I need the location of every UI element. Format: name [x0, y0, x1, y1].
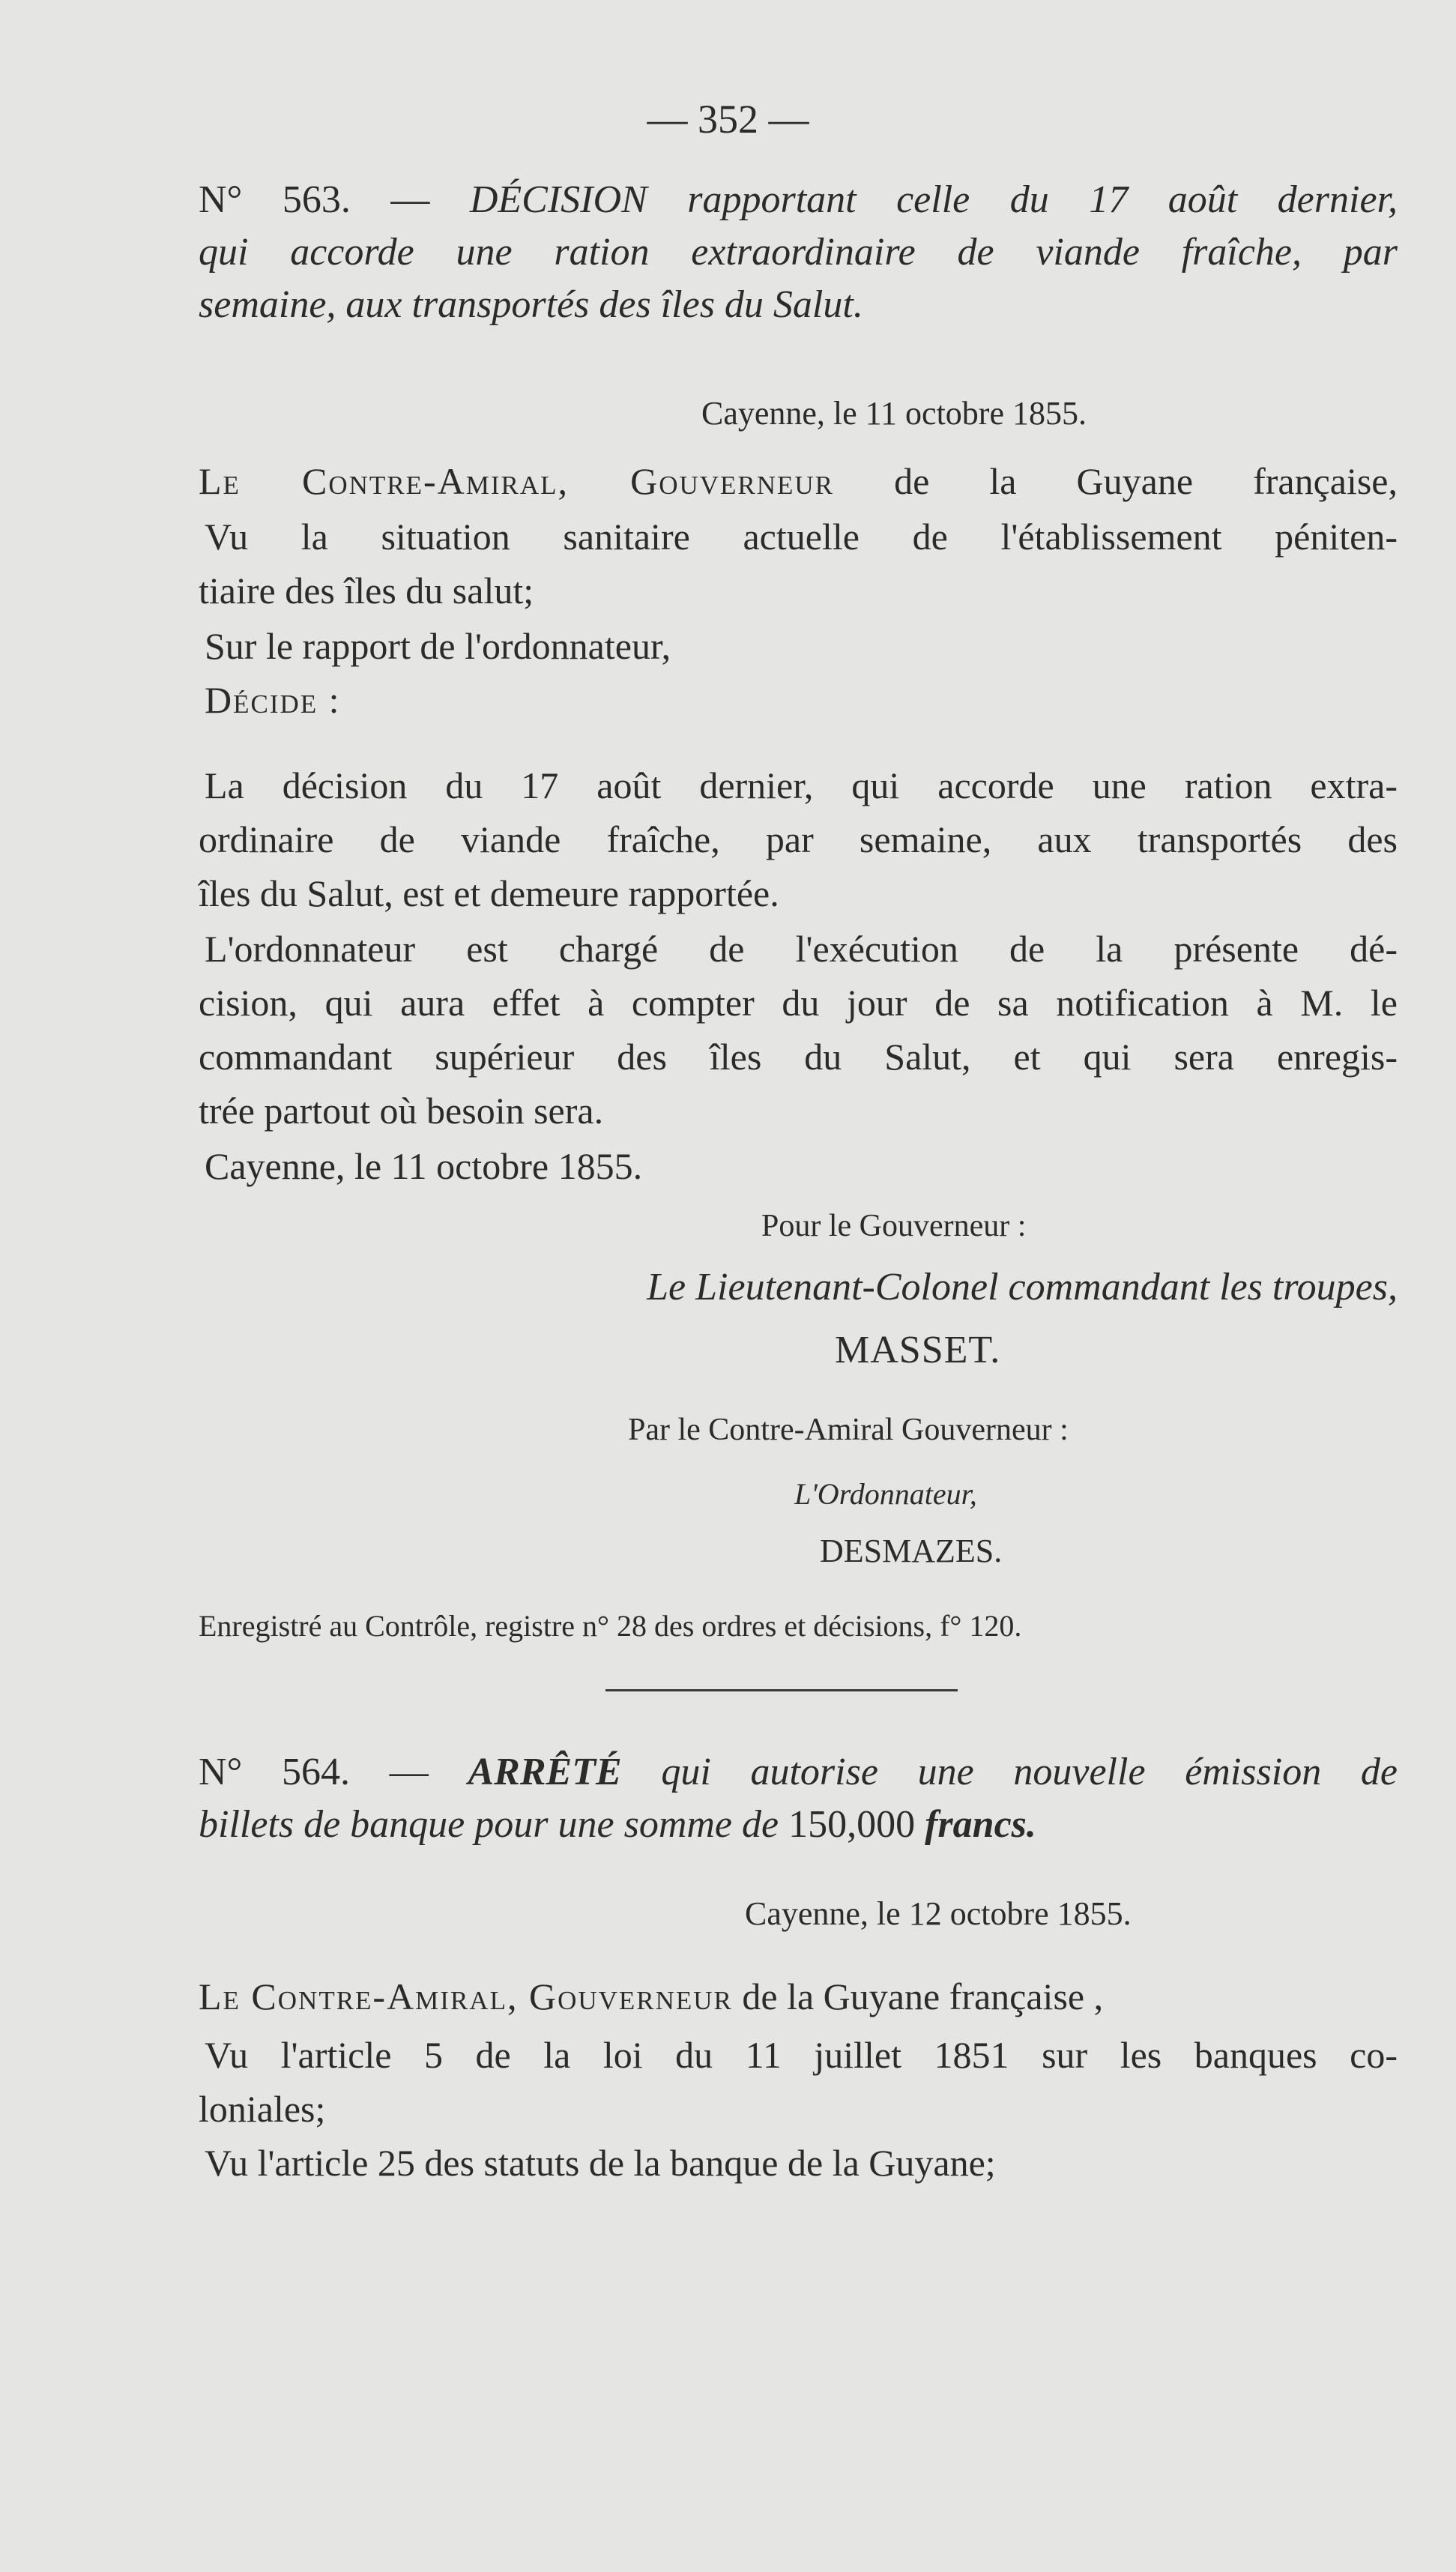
decision-563-signatory-name: MASSET.: [835, 1329, 1001, 1371]
arrete-564-title-line2b: francs.: [925, 1803, 1036, 1846]
decision-563-para3-line3: îles du Salut, est et demeure rapportée.: [199, 872, 779, 914]
arrete-564-authority-rest: de la Guyane française ,: [742, 1975, 1104, 2017]
decision-563-title-line1: rapportant celle du 17 août dernier,: [687, 178, 1398, 221]
arrete-564-number: N° 564. —: [199, 1751, 429, 1793]
arrete-564-title-amount: 150,000: [788, 1803, 916, 1846]
section-separator: [605, 1689, 958, 1691]
arrete-564-para1-line1: Vu l'article 5 de la loi du 11 juillet 1851 sur les banques co-: [205, 2034, 1398, 2076]
decision-563-pour: Pour le Gouverneur :: [761, 1209, 1027, 1243]
arrete-564-dateline: Cayenne, le 12 octobre 1855.: [745, 1895, 1132, 1932]
decision-563-para4-line1: L'ordonnateur est chargé de l'exécution de la présente dé-: [205, 928, 1398, 970]
decision-563-title-line2: qui accorde une ration extraordinaire de viande fraîche, par: [199, 231, 1398, 274]
decision-563-authority: [199, 454, 1398, 508]
decision-563-counter-name: DESMAZES.: [820, 1533, 1003, 1569]
decision-563-counter-title: L'Ordonnateur,: [794, 1477, 977, 1511]
decision-563-dateline: Cayenne, le 11 octobre 1855.: [701, 395, 1087, 432]
arrete-564-authority-caps: Le Contre-Amiral, Gouverneur: [199, 1975, 733, 2017]
arrete-564-authority: [199, 1969, 1398, 2023]
decision-563-heading-line1: [199, 174, 1398, 226]
decision-563-para4-line2: cision, qui aura effet à compter du jour de sa notification à M. le: [199, 982, 1398, 1024]
decision-563-signatory-title: Le Lieutenant-Colonel commandant les troupes,: [647, 1266, 1398, 1308]
decision-563-para2: Sur le rapport de l'ordonnateur,: [205, 625, 671, 667]
decision-563-title-line3: semaine, aux transportés des îles du Salut.: [199, 283, 863, 326]
decision-563-para4-line4: trée partout où besoin sera.: [199, 1090, 604, 1132]
arrete-564-title-line1: qui autorise une nouvelle émission de: [661, 1751, 1398, 1793]
decision-563-type: DÉCISION: [469, 178, 647, 221]
arrete-564-para1-line2: loniales;: [199, 2088, 326, 2130]
arrete-564-heading-line1: [199, 1746, 1398, 1799]
page-number: — 352 —: [647, 97, 809, 142]
arrete-564-type: ARRÊTÉ: [468, 1751, 622, 1793]
decision-563-authority-caps: Le Contre-Amiral, Gouverneur: [199, 460, 835, 502]
decision-563-para1-line2: tiaire des îles du salut;: [199, 570, 534, 612]
decision-563-number: N° 563. —: [199, 178, 430, 221]
decision-563-registration: Enregistré au Contrôle, registre n° 28 des ordres et décisions, f° 120.: [199, 1609, 1022, 1643]
arrete-564-heading-line2: [199, 1799, 1398, 1851]
arrete-564-para2: Vu l'article 25 des statuts de la banque de la Guyane;: [205, 2142, 996, 2184]
decision-563-closing-date: Cayenne, le 11 octobre 1855.: [205, 1145, 643, 1187]
decision-563-para3-line1: La décision du 17 août dernier, qui accorde une ration extra-: [205, 764, 1398, 806]
decision-563-par: Par le Contre-Amiral Gouverneur :: [628, 1413, 1069, 1447]
decision-563-authority-rest: de la Guyane française,: [894, 460, 1398, 502]
decision-563-decide: Décide :: [205, 679, 341, 721]
decision-563-para3-line2: ordinaire de viande fraîche, par semaine, aux transportés des: [199, 818, 1398, 860]
arrete-564-title-line2a: billets de banque pour une somme de: [199, 1803, 779, 1846]
decision-563-para4-line3: commandant supérieur des îles du Salut, et qui sera enregis-: [199, 1036, 1398, 1078]
decision-563-para1-line1: Vu la situation sanitaire actuelle de l'établissement péniten-: [205, 516, 1398, 558]
